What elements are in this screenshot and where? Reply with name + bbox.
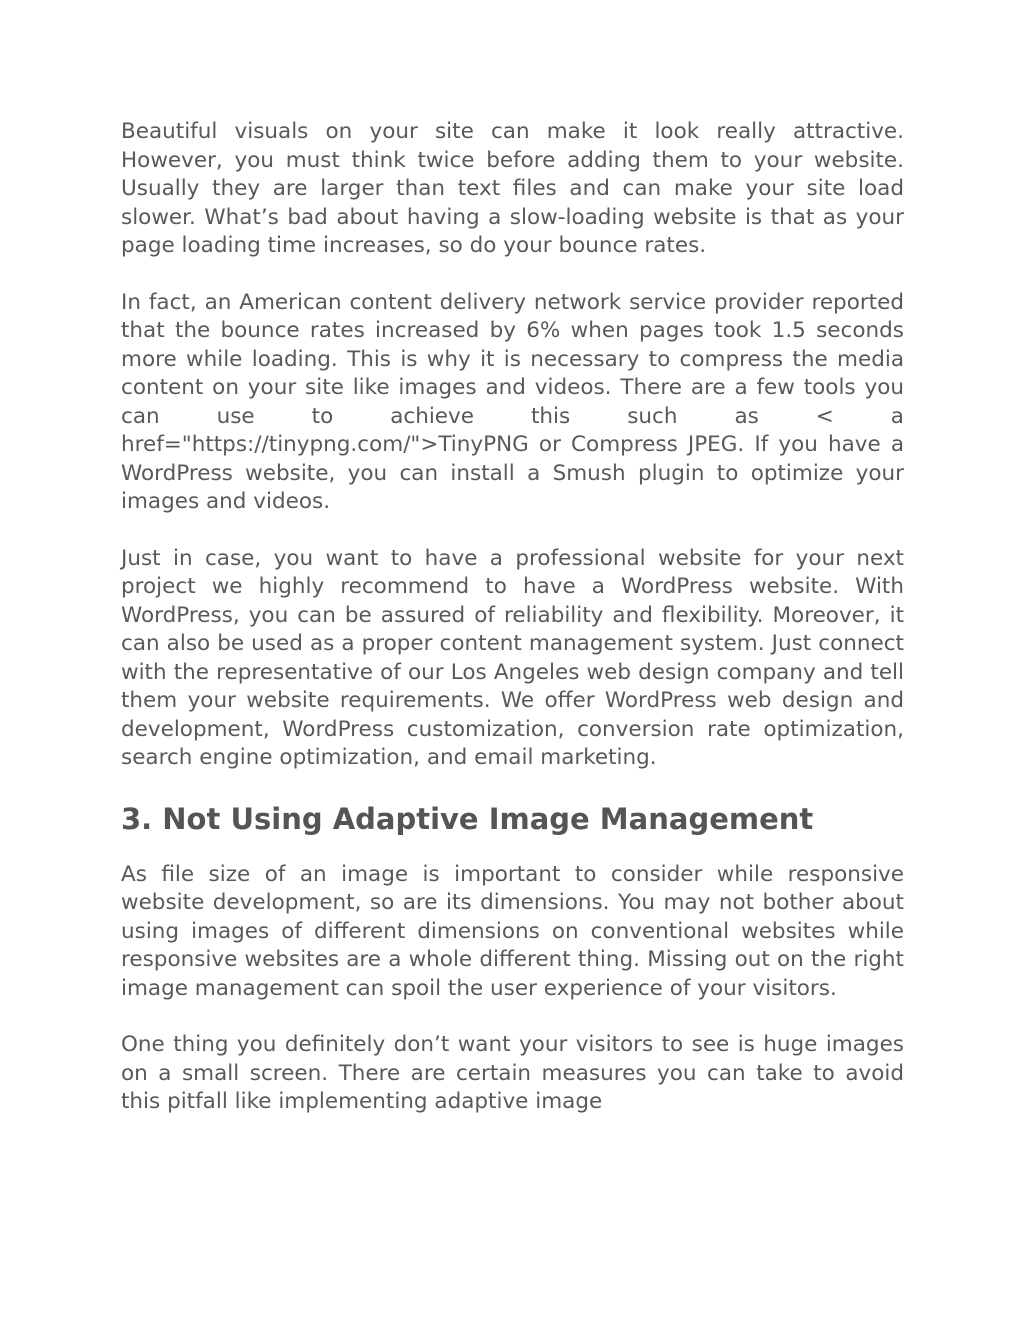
paragraph-huge-images: One thing you definitely don’t want your visitors to see is huge images on a small screen. There are certain measures you can take to avoid this pitfall like implementing adaptive image [121,1032,904,1114]
paragraph-wordpress-recommendation: Just in case, you want to have a professional website for your next project we highly recommend to have a WordPress website. With WordPress, you can be assured of reliability and flexibility. Moreover, it can also be used as a proper content management system. Just connect with the representative of our Los Angeles web design company and tell them your website requirements. We offer WordPress web design and development, WordPress customization, conversion rate optimization, search engine optimization, and email marketing. [121,545,904,770]
section-heading: 3. Not Using Adaptive Image Management [121,801,814,836]
paragraph-bounce-rates: In fact, an American content delivery network service provider reported that the bounce rates increased by 6% when pages took 1.5 seconds more while loading. This is why it is necessary to compress the media content on your site like images and videos. There are a few tools you can use to achieve this such as < a href="https://tinypng.com/">TinyPNG or Compress JPEG. If you have a WordPress website, you can install a Smush plugin to optimize your images and videos. [121,289,904,514]
paragraph-visuals-intro: Beautiful visuals on your site can make it look really attractive. However, you must think twice before adding them to your website. Usually they are larger than text files and can make your site load slower. What’s bad about having a slow-loading website is that as your page loading time increases, so do your bounce rates. [121,119,904,258]
paragraph-image-dimensions: As file size of an image is important to consider while responsive website development, so are its dimensions. You may not bother about using images of different dimensions on conventional websites while responsive websites are a whole different thing. Missing out on the right image management can spoil the user experience of your visitors. [121,861,904,1001]
document-page [121,118,904,1117]
